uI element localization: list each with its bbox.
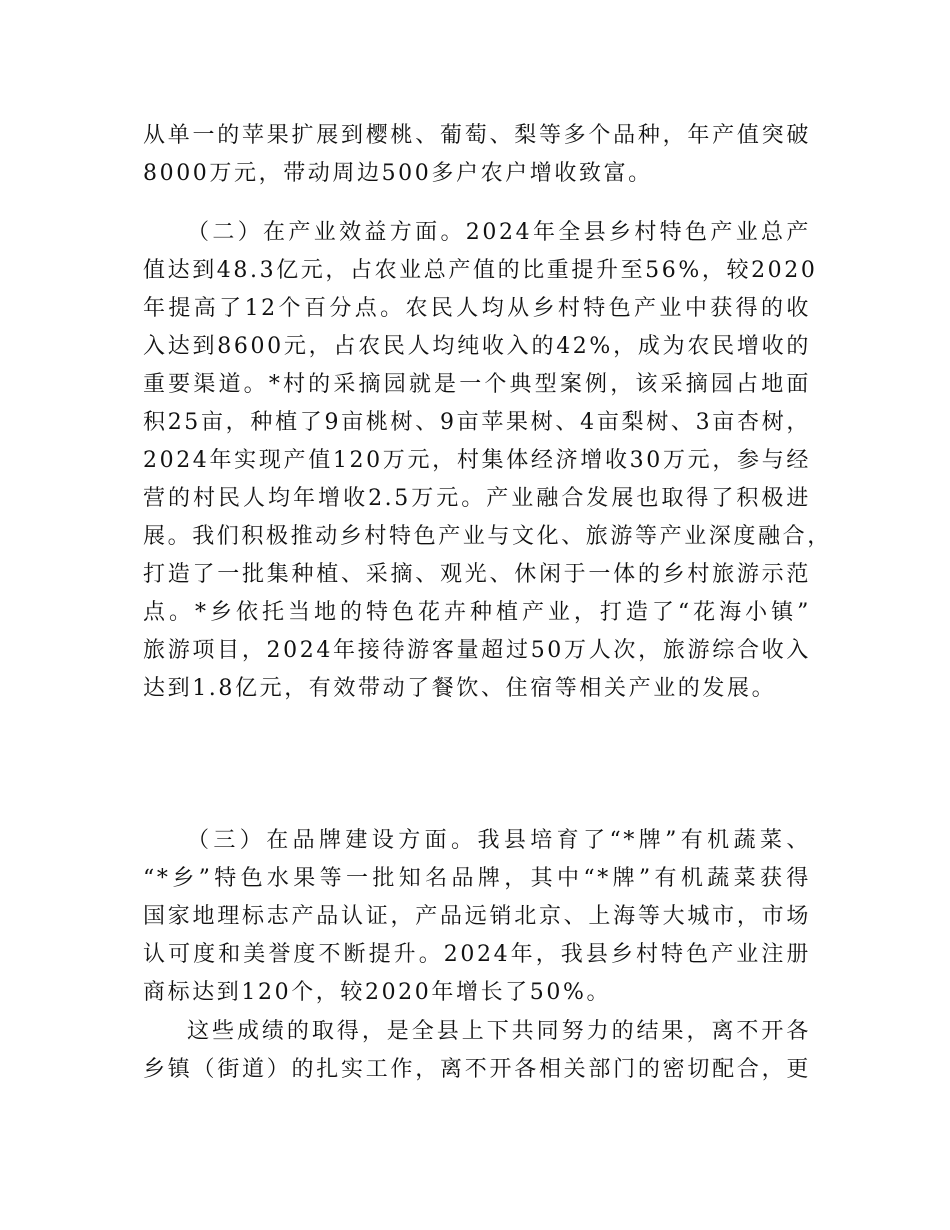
text-line: 这些成绩的取得，是全县上下共同努力的结果，离不开各 xyxy=(187,1019,811,1044)
text-line: 国家地理标志产品认证，产品远销北京、上海等大城市，市场 xyxy=(143,904,811,929)
text-line: 从单一的苹果扩展到樱桃、葡萄、梨等多个品种，年产值突破 xyxy=(143,123,811,148)
text-line: 商标达到120个，较2020年增长了50%。 xyxy=(143,980,612,1005)
text-line: 乡镇（街道）的扎实工作，离不开各相关部门的密切配合，更 xyxy=(143,1057,811,1082)
paragraph-brand-building xyxy=(143,822,811,1012)
text-line: 值达到48.3亿元，占农业总产值的比重提升至56%，较2020 xyxy=(143,258,818,283)
text-line: 旅游项目，2024年接待游客量超过50万人次，旅游综合收入 xyxy=(143,638,811,663)
text-line: 积25亩，种植了9亩桃树、9亩苹果树、4亩梨树、3亩杏树， xyxy=(143,410,811,435)
text-line: 认可度和美誉度不断提升。2024年，我县乡村特色产业注册 xyxy=(143,942,811,967)
text-line: 重要渠道。*村的采摘园就是一个典型案例，该采摘园占地面 xyxy=(143,372,811,397)
paragraph-achievements xyxy=(143,1013,811,1089)
paragraph-industry-benefits xyxy=(143,214,832,708)
paragraph-fruit-varieties xyxy=(143,117,811,193)
text-line: 入达到8600元，占农民人均纯收入的42%，成为农民增收的 xyxy=(143,334,811,359)
text-line: 年提高了12个百分点。农民人均从乡村特色产业中获得的收 xyxy=(143,296,811,321)
text-line: 展。我们积极推动乡村特色产业与文化、旅游等产业深度融合， xyxy=(143,524,832,549)
text-line: 8000万元，带动周边500多户农户增收致富。 xyxy=(143,161,653,186)
text-line: 打造了一批集种植、采摘、观光、休闲于一体的乡村旅游示范 xyxy=(143,562,811,587)
text-line: “*乡”特色水果等一批知名品牌，其中“*牌”有机蔬菜获得 xyxy=(143,866,811,891)
text-line: 2024年实现产值120万元，村集体经济增收30万元，参与经 xyxy=(143,448,811,473)
text-line: （三）在品牌建设方面。我县培育了“*牌”有机蔬菜、 xyxy=(187,828,811,853)
text-line: （二）在产业效益方面。2024年全县乡村特色产业总产 xyxy=(187,220,811,245)
text-line: 达到1.8亿元，有效带动了餐饮、住宿等相关产业的发展。 xyxy=(143,676,777,701)
text-line: 点。*乡依托当地的特色花卉种植产业，打造了“花海小镇” xyxy=(143,600,811,625)
text-line: 营的村民人均年增收2.5万元。产业融合发展也取得了积极进 xyxy=(143,486,811,511)
